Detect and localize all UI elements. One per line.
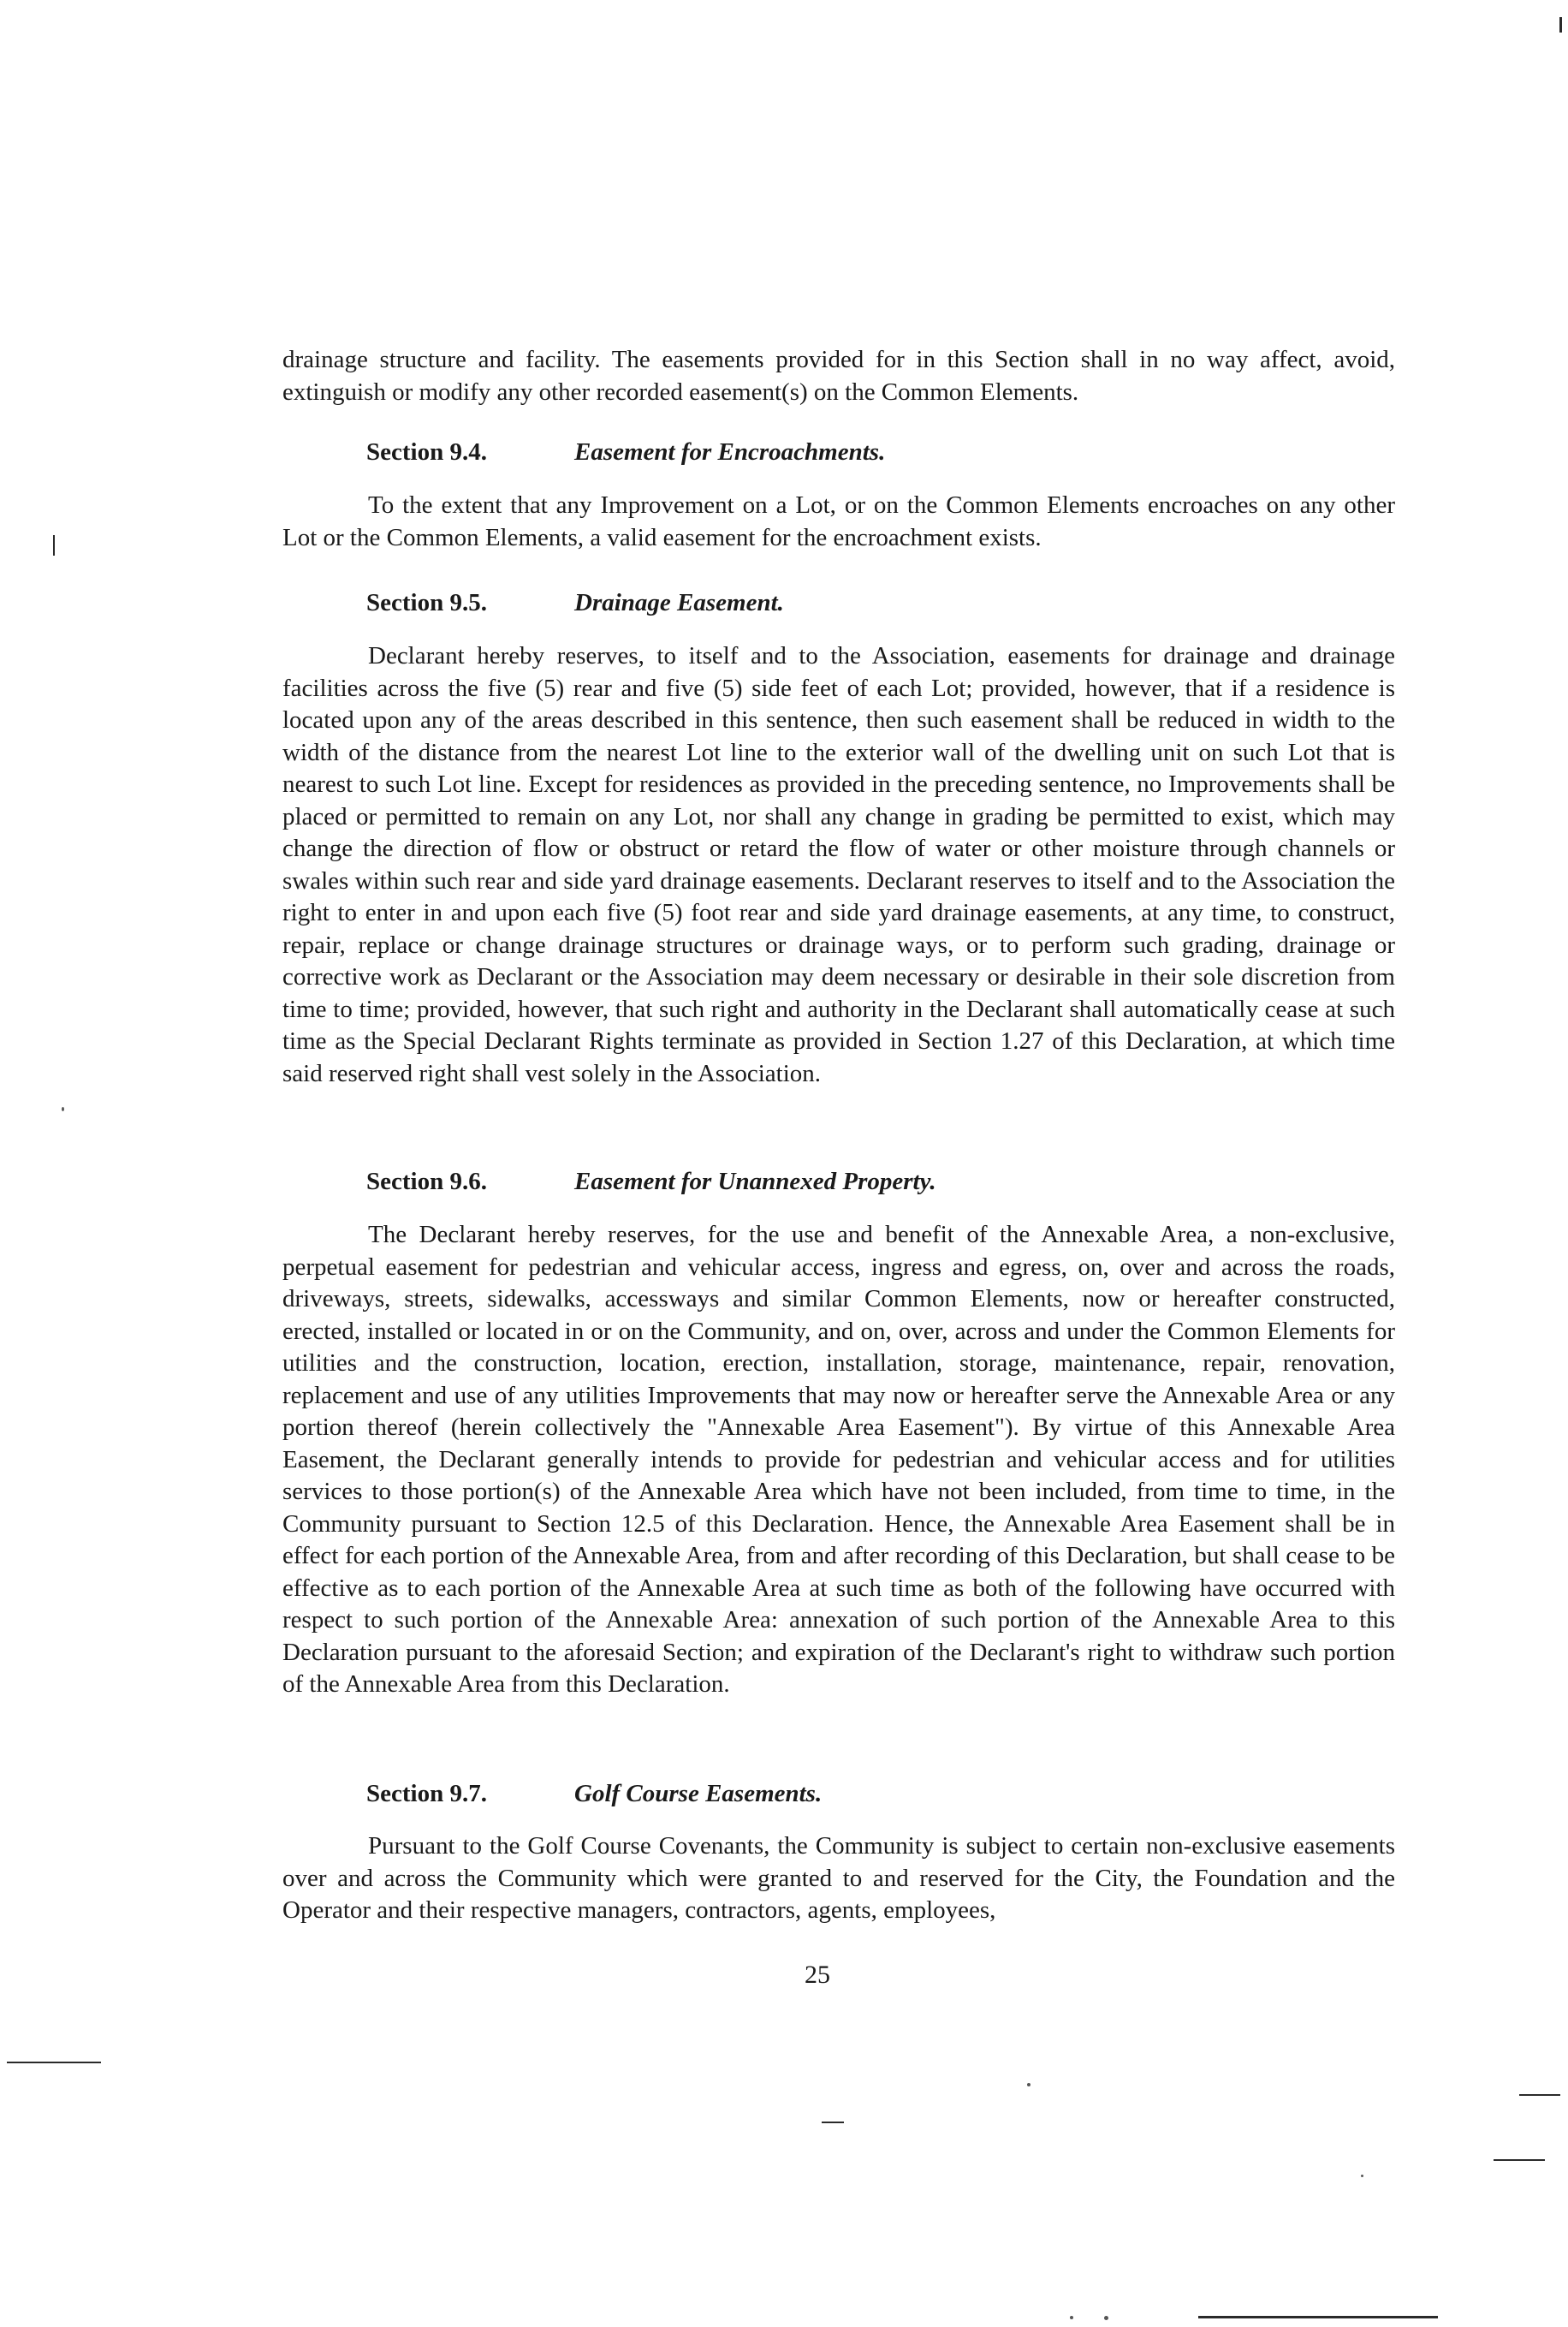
scan-speck [1104,2316,1108,2320]
scan-artifact-line [1198,2316,1438,2318]
page-number: 25 [805,1961,830,1989]
section-title: Golf Course Easements. [574,1780,823,1807]
scan-speck [62,1107,64,1111]
scan-speck [1361,2175,1363,2177]
scan-artifact-line [1519,2094,1560,2096]
section-title: Easement for Unannexed Property. [574,1168,936,1195]
section-body-9-6: The Declarant hereby reserves, for the use and benefit of the Annexable Area, a non-exclusive, perpetual easement for pedestrian and vehicular access, ingress and egress, on, over and across the roads, driveways, streets, sidewalks, accessways and similar Common Elements, now or hereafter constructed, erected, installed or located in or on the Community, and on, over, across and under the Common Elements for utilities and the construction, location, erection, installation, storage, maintenance, repair, renovation, replacement and use of any utilities Improvements that may now or hereafter serve the Annexable Area or any portion thereof (herein collectively the "Annexable Area Easement"). By virtue of this Annexable Area Easement, the Declarant generally intends to provide for pedestrian and vehicular access and for utilities services to those portion(s) of the Annexable Area which have not been included, from time to time, in the Community pursuant to Section 12.5 of this Declaration. Hence, the Annexable Area Easement shall be in effect for each portion of the Annexable Area, from and after recording of this Declaration, but shall cease to be effective as to each portion of the Annexable Area at such time as both of the following have occurred with respect to such portion of the Annexable Area: annexation of such portion of the Annexable Area to this Declaration pursuant to the aforesaid Section; and expiration of the Declarant's right to withdraw such portion of the Annexable Area from this Declaration. [282,1221,1395,1698]
section-number: Section 9.4. [366,438,487,466]
section-body-9-4: To the extent that any Improvement on a Lot, or on the Common Elements encroaches on any other Lot or the Common Elements, a valid easement for the encroachment exists. [282,491,1395,551]
scan-speck [1027,2083,1030,2086]
section-title: Easement for Encroachments. [574,438,886,466]
scan-speck [1070,2316,1073,2319]
intro-paragraph: drainage structure and facility. The easements provided for in this Section shall in no way affect, avoid, extinguish or modify any other recorded easement(s) on the Common Elements. [282,346,1395,406]
section-number: Section 9.7. [366,1780,487,1807]
scan-artifact-mark [1559,17,1562,33]
scan-artifact-line [53,535,55,556]
section-number: Section 9.6. [366,1168,487,1195]
section-number: Section 9.5. [366,589,487,616]
section-heading-9-4 [366,437,885,468]
scan-artifact-line [1494,2159,1545,2161]
scan-artifact-line [822,2122,844,2123]
section-heading-9-5 [366,587,784,619]
scan-artifact-line [7,2062,101,2063]
section-heading-9-6 [366,1166,936,1198]
section-body-9-5: Declarant hereby reserves, to itself and to the Association, easements for drainage and drainage facilities across the five (5) rear and five (5) side feet of each Lot; provided, however, that if a residence is located upon any of the areas described in this sentence, then such easement shall be reduced in width to the width of the distance from the nearest Lot line to the exterior wall of the dwelling unit on such Lot that is nearest to such Lot line. Except for residences as provided in the preceding sentence, no Improvements shall be placed or permitted to remain on any Lot, nor shall any change in grading be permitted to exist, which may change the direction of flow or obstruct or retard the flow of water or other moisture through channels or swales within such rear and side yard drainage easements. Declarant reserves to itself and to the Association the right to enter in and upon each five (5) foot rear and side yard drainage easements, at any time, to construct, repair, replace or change drainage structures or drainage ways, or to perform such grading, drainage or corrective work as Declarant or the Association may deem necessary or desirable in their sole discretion from time to time; provided, however, that such right and authority in the Declarant shall automatically cease at such time as the Special Declarant Rights terminate as provided in Section 1.27 of this Declaration, at which time said reserved right shall vest solely in the Association. [282,642,1395,1087]
section-body-9-7: Pursuant to the Golf Course Covenants, the Community is subject to certain non-exclusive easements over and across the Community which were granted to and reserved for the City, the Foundation and the Operator and their respective managers, contractors, agents, employees, [282,1832,1395,1924]
section-title: Drainage Easement. [574,589,784,616]
section-heading-9-7 [366,1778,822,1810]
